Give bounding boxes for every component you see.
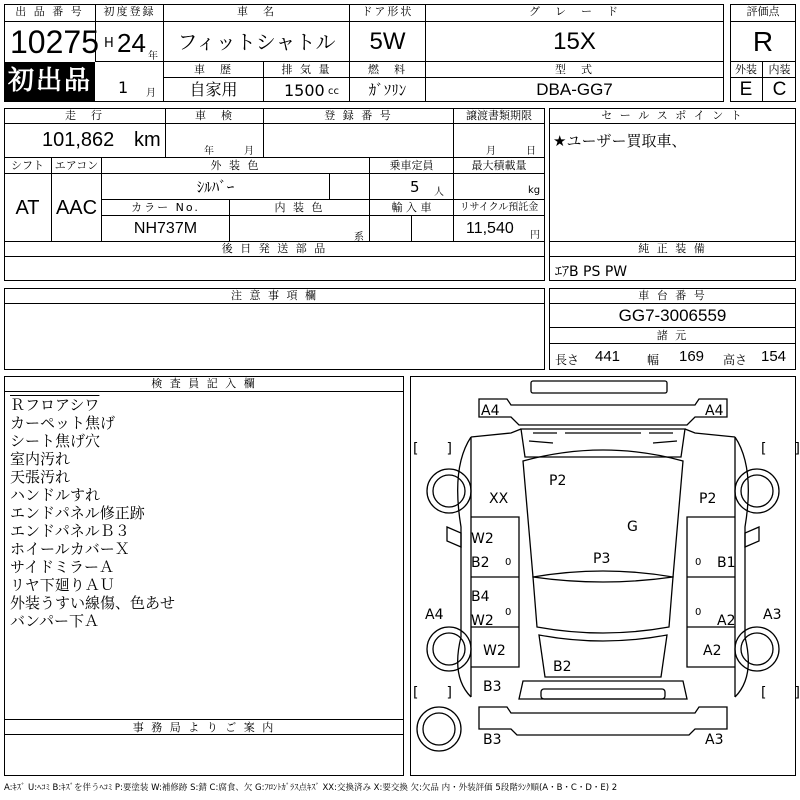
registration-cell bbox=[264, 124, 454, 158]
ext-color: ｼﾙﾊﾞｰ bbox=[102, 174, 330, 200]
mark-bracket-right2: [ ] bbox=[761, 685, 800, 701]
inspector-line: バンパー下Ａ bbox=[10, 612, 99, 630]
inspector-line: リヤ下廻りＡＵ bbox=[10, 576, 115, 594]
import-cell-b bbox=[412, 216, 454, 242]
dimensions-label: 諸 元 bbox=[549, 328, 796, 344]
int-color-unit: 系 bbox=[354, 232, 364, 243]
mark-b2-b: B2 bbox=[553, 659, 572, 675]
inspector-line: エンドパネルＢ３ bbox=[10, 522, 130, 540]
equipment-label: 純 正 装 備 bbox=[549, 241, 796, 257]
chassis-label: 車 台 番 号 bbox=[549, 288, 796, 304]
mark-bracket-right: [ ] bbox=[761, 441, 800, 457]
mileage-cell bbox=[4, 124, 166, 158]
shift-label: シフト bbox=[4, 158, 52, 174]
inspector-label: 検 査 員 記 入 欄 bbox=[4, 376, 404, 392]
load-unit: kg bbox=[528, 185, 541, 196]
model-code-label: 型 式 bbox=[426, 62, 724, 78]
interior-score: C bbox=[772, 79, 787, 100]
inspector-line: ホイールカバーＸ bbox=[10, 540, 130, 558]
recycle-unit: 円 bbox=[530, 230, 540, 241]
color-no: NH737M bbox=[102, 216, 230, 242]
load-cell bbox=[454, 174, 545, 200]
exterior-score: E bbox=[730, 78, 763, 101]
later-parts-label: 後 日 発 送 部 品 bbox=[4, 241, 545, 257]
inspector-lines bbox=[10, 396, 175, 630]
mark-b1: B1 bbox=[717, 555, 736, 571]
ext-color-label: 外 装 色 bbox=[102, 158, 370, 174]
int-color-cell bbox=[230, 216, 370, 242]
damage-diagram bbox=[410, 376, 800, 776]
transfer-month-unit: 月 bbox=[486, 146, 496, 157]
svg-text:0: 0 bbox=[505, 557, 512, 568]
inspector-line: カーペット焦げ bbox=[10, 414, 116, 432]
mark-b3-a: B3 bbox=[483, 679, 502, 695]
mark-p3: P3 bbox=[593, 551, 611, 567]
mark-xx: XX bbox=[489, 491, 509, 507]
sales-label: セ ー ル ス ポ イ ン ト bbox=[549, 108, 796, 124]
mark-front-left: A4 bbox=[481, 403, 500, 419]
era: H bbox=[104, 36, 114, 51]
aircon: AAC bbox=[52, 174, 102, 242]
fuel-label: 燃 料 bbox=[350, 62, 426, 78]
seats-unit: 人 bbox=[434, 187, 444, 198]
first-reg-cell bbox=[96, 22, 164, 62]
load-label: 最大積載量 bbox=[454, 158, 545, 174]
first-reg-label: 初度登録 bbox=[96, 4, 164, 22]
registration-label: 登 録 番 号 bbox=[264, 108, 454, 124]
svg-text:0: 0 bbox=[695, 607, 702, 618]
mark-w2-a: W2 bbox=[471, 531, 494, 547]
lot-number-label: 出 品 番 号 bbox=[4, 4, 96, 22]
width: 169 bbox=[679, 348, 705, 365]
mark-b3-b: B3 bbox=[483, 732, 502, 748]
seats: 5 bbox=[410, 178, 420, 196]
inspector-line: 外装うすい線傷、色あせ bbox=[10, 594, 176, 612]
import-label: 輸 入 車 bbox=[370, 200, 454, 216]
inspector-line: ハンドルすれ bbox=[10, 486, 101, 504]
door-label: ドア形状 bbox=[350, 4, 426, 22]
lot-number: 10275 bbox=[10, 24, 99, 60]
inspection-cell bbox=[166, 124, 264, 158]
mark-p2-right: P2 bbox=[699, 491, 717, 507]
transfer-label: 譲渡書類期限 bbox=[454, 108, 545, 124]
first-listing-badge: 初出品 bbox=[5, 62, 95, 101]
mark-a3-side: A3 bbox=[763, 607, 782, 623]
lot-number-cell bbox=[4, 22, 99, 62]
model-code: DBA-GG7 bbox=[426, 78, 724, 102]
recycle-cell bbox=[454, 216, 545, 242]
mileage-unit: km bbox=[134, 129, 161, 151]
int-color-label: 内 装 色 bbox=[230, 200, 370, 216]
month-cell bbox=[96, 62, 164, 102]
year-unit: 年 bbox=[148, 51, 158, 62]
mark-p2-top: P2 bbox=[549, 473, 567, 489]
mileage: 101,862 bbox=[42, 129, 115, 151]
aircon-label: エアコン bbox=[52, 158, 102, 174]
score: R bbox=[730, 22, 796, 62]
grade-label: グ レ ー ド bbox=[426, 4, 724, 22]
transfer-cell bbox=[454, 124, 545, 158]
month: 1 bbox=[118, 78, 129, 97]
inspection-label: 車 検 bbox=[166, 108, 264, 124]
width-label: 幅 bbox=[647, 353, 660, 367]
mark-front-right: A4 bbox=[705, 403, 724, 419]
door: 5W bbox=[350, 22, 426, 62]
transfer-day-unit: 日 bbox=[526, 146, 536, 157]
history: 自家用 bbox=[164, 78, 264, 102]
equipment: ｴｱB PS PW bbox=[555, 264, 628, 280]
score-label: 評価点 bbox=[730, 4, 796, 22]
height: 154 bbox=[761, 348, 787, 365]
displacement-cell bbox=[264, 78, 350, 102]
mark-bracket-left2: [ ] bbox=[413, 685, 452, 701]
recycle-label: リサイクル預託金 bbox=[454, 200, 545, 216]
year: 24 bbox=[117, 28, 146, 58]
chassis-number: GG7-3006559 bbox=[549, 304, 796, 328]
inspector-line: エンドパネル修正跡 bbox=[10, 504, 145, 522]
seats-label: 乗車定員 bbox=[370, 158, 454, 174]
shift: AT bbox=[4, 174, 52, 242]
interior-label: 内装 bbox=[763, 62, 796, 78]
displacement-label: 排 気 量 bbox=[264, 62, 350, 78]
mark-bracket-left: [ ] bbox=[413, 441, 452, 457]
seats-cell bbox=[370, 174, 454, 200]
mileage-label: 走 行 bbox=[4, 108, 166, 124]
history-label: 車 歴 bbox=[164, 62, 264, 78]
import-cell-a bbox=[370, 216, 412, 242]
length-label: 長さ bbox=[555, 353, 580, 367]
legend: A:ｷｽﾞ U:ﾍｺﾐ B:ｷｽﾞを伴うﾍｺﾐ P:要塗装 W:補修跡 S:錆 C:腐食、欠 G:ﾌﾛﾝﾄｶﾞﾗｽ点ｷｽﾞ XX:交換済み X:要交換 欠:欠品 内・外装評価 5段階ﾗﾝｸ順(A・B・C・D・E) 2 bbox=[4, 783, 618, 793]
inspection-year-unit: 年 bbox=[204, 146, 214, 157]
mark-b4: B4 bbox=[471, 589, 490, 605]
car-name-label: 車 名 bbox=[164, 4, 350, 22]
inspector-line: シート焦げ穴 bbox=[10, 432, 101, 450]
mark-b2-a: B2 bbox=[471, 555, 490, 571]
car-outline bbox=[411, 377, 800, 775]
color-no-label: カラー No. bbox=[102, 200, 230, 216]
mark-w2-c: W2 bbox=[483, 643, 506, 659]
mark-a3-rear: A3 bbox=[705, 732, 724, 748]
inspector-line: 天張汚れ bbox=[10, 468, 71, 486]
fuel: ｶﾞｿﾘﾝ bbox=[350, 78, 426, 102]
month-unit: 月 bbox=[146, 88, 156, 99]
office-label: 事 務 局 よ り ご 案 内 bbox=[4, 719, 404, 735]
inspector-line: サイドミラーＡ bbox=[10, 558, 114, 576]
inspector-line: Ｒフロアシワ bbox=[10, 396, 100, 414]
grade: 15X bbox=[426, 22, 724, 62]
recycle: 11,540 bbox=[466, 220, 514, 237]
svg-text:0: 0 bbox=[695, 557, 702, 568]
inspector-line: 室内汚れ bbox=[10, 450, 71, 468]
exterior-label: 外装 bbox=[730, 62, 763, 78]
length: 441 bbox=[595, 348, 621, 365]
mark-w2-b: W2 bbox=[471, 613, 494, 629]
car-name: フィットシャトル bbox=[164, 22, 350, 62]
mark-a2-b: A2 bbox=[703, 643, 722, 659]
sales-block bbox=[549, 108, 796, 242]
inspection-month-unit: 月 bbox=[244, 146, 254, 157]
sales-text: ★ユーザー買取車、 bbox=[553, 132, 687, 150]
svg-text:0: 0 bbox=[505, 607, 512, 618]
displacement-unit: cc bbox=[328, 86, 339, 97]
mark-g: G bbox=[627, 519, 638, 535]
notes-label: 注 意 事 項 欄 bbox=[4, 288, 545, 304]
displacement: 1500 bbox=[284, 81, 325, 100]
mark-a2-a: A2 bbox=[717, 613, 736, 629]
ext-color-extra bbox=[330, 174, 370, 200]
height-label: 高さ bbox=[723, 353, 748, 367]
dimensions-row bbox=[549, 344, 796, 370]
mark-a4-side: A4 bbox=[425, 607, 444, 623]
